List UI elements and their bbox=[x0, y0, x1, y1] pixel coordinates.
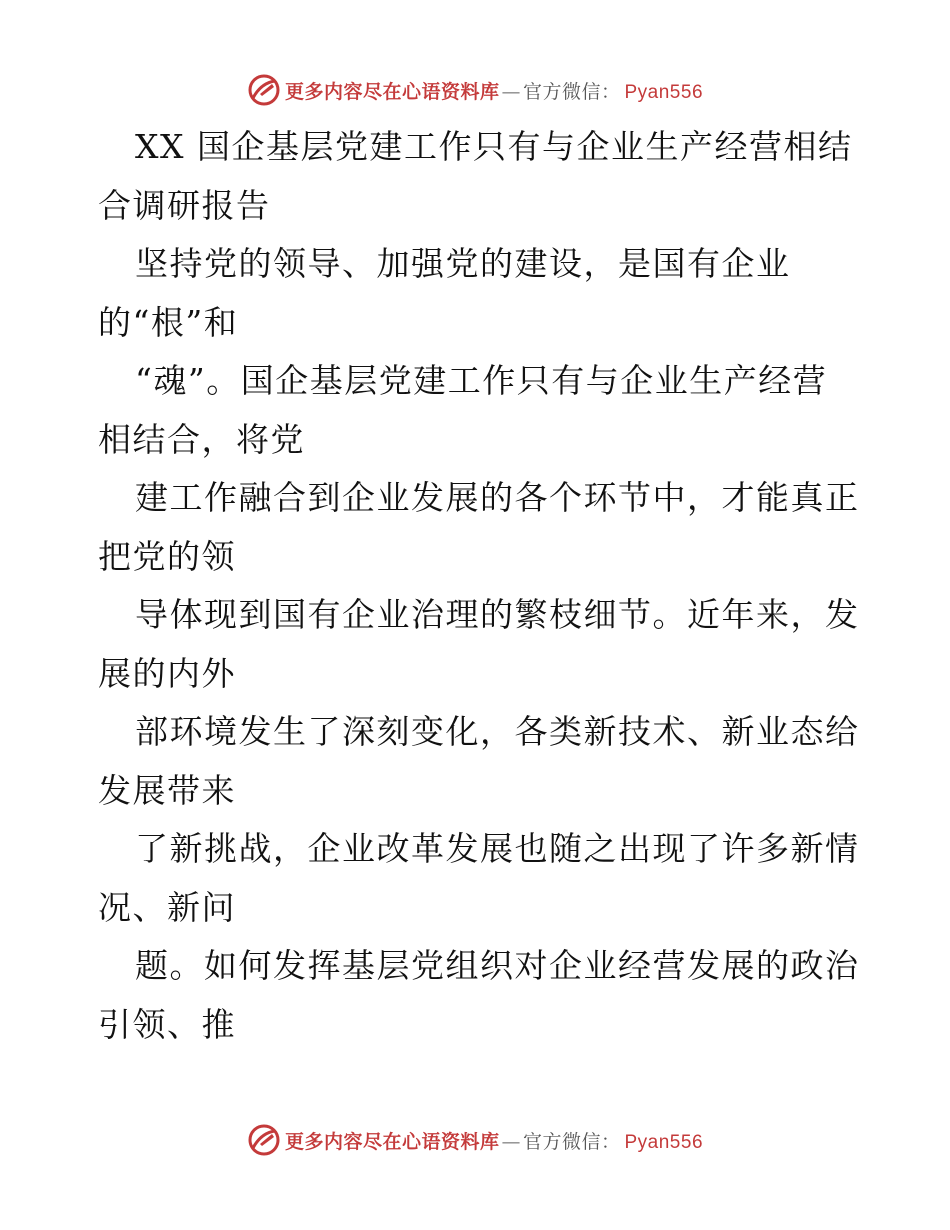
banner-wechat-label: 官方微信： bbox=[522, 1130, 621, 1153]
banner-main-text: 更多内容尽在心语资料库 bbox=[284, 80, 500, 103]
banner-wechat-id: Pyan556 bbox=[624, 1131, 704, 1153]
banner-text bbox=[285, 1127, 703, 1154]
banner-separator: — bbox=[501, 1130, 521, 1153]
paragraph-line: 题。如何发挥基层党组织对企业经营发展的政治 bbox=[135, 946, 860, 985]
banner-separator: — bbox=[501, 80, 521, 103]
paragraph-line: 发展带来 bbox=[98, 770, 236, 810]
paragraph-line: “魂”。国企基层党建工作只有与企业生产经营 bbox=[135, 361, 828, 400]
paragraph-line: 了新挑战，企业改革发展也随之出现了许多新情 bbox=[135, 829, 860, 868]
paragraph-line: 引领、推 bbox=[98, 1004, 236, 1044]
document-title-line: XX 国企基层党建工作只有与企业生产经营相结 bbox=[135, 127, 853, 166]
paragraph-line: 的“根”和 bbox=[98, 302, 239, 342]
document-title-line: 合调研报告 bbox=[98, 185, 271, 225]
paragraph-line: 建工作融合到企业发展的各个环节中，才能真正 bbox=[135, 478, 860, 517]
paragraph-line: 况、新问 bbox=[98, 887, 236, 927]
paragraph-line: 展的内外 bbox=[98, 653, 236, 693]
banner-wechat-label: 官方微信： bbox=[522, 80, 621, 103]
banner-wechat-id: Pyan556 bbox=[624, 81, 704, 103]
pen-logo-icon bbox=[247, 1123, 281, 1157]
footer-banner bbox=[0, 1120, 950, 1160]
paragraph-line: 把党的领 bbox=[98, 536, 236, 576]
banner-text bbox=[285, 77, 703, 104]
document-body bbox=[98, 118, 858, 1054]
paragraph-line: 导体现到国有企业治理的繁枝细节。近年来，发 bbox=[135, 595, 860, 634]
pen-logo-icon bbox=[247, 73, 281, 107]
paragraph-line: 坚持党的领导、加强党的建设，是国有企业 bbox=[135, 244, 791, 283]
banner-main-text: 更多内容尽在心语资料库 bbox=[284, 1130, 500, 1153]
header-banner bbox=[0, 70, 950, 110]
paragraph-line: 相结合，将党 bbox=[98, 419, 305, 459]
paragraph-line: 部环境发生了深刻变化，各类新技术、新业态给 bbox=[135, 712, 860, 751]
